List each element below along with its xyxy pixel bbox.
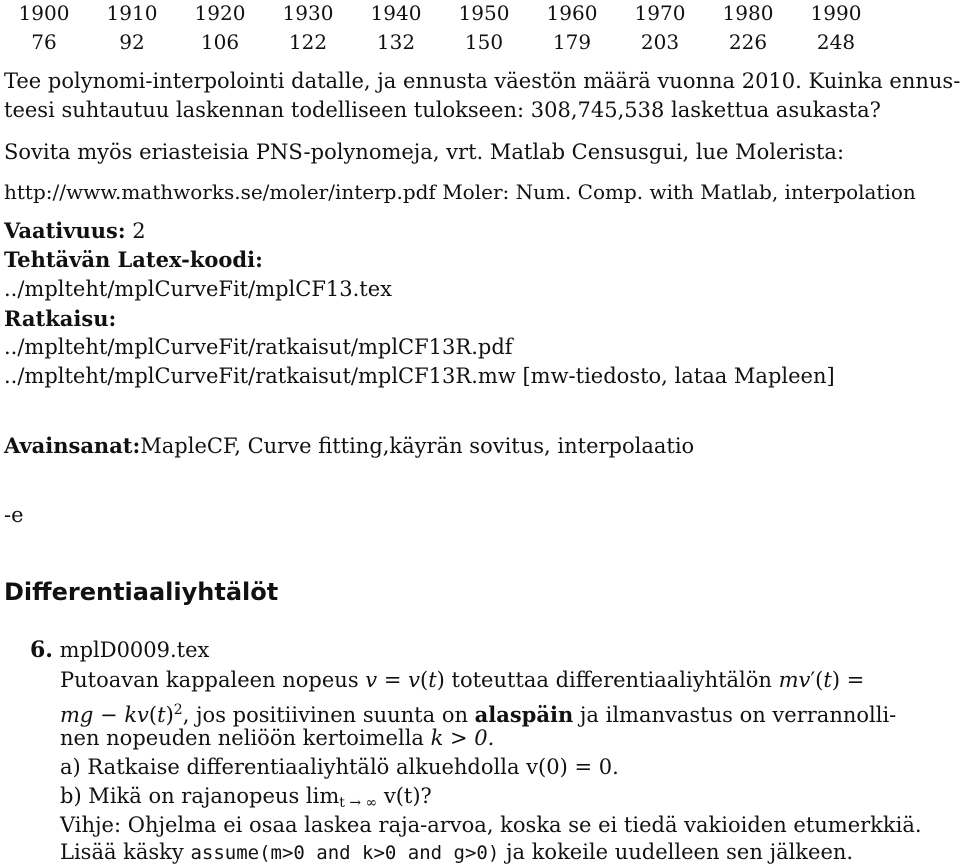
exercise-text: b) Mikä on rajanopeus lim bbox=[60, 784, 340, 808]
exercise-text: toteuttaa differentiaaliyhtälön bbox=[444, 668, 779, 692]
math-mv-prime: mv bbox=[778, 668, 811, 692]
exercise-text: Putoavan kappaleen nopeus bbox=[60, 668, 366, 692]
solution-pdf-link[interactable]: ../mplteht/mplCurveFit/ratkaisut/mplCF13R.pdf bbox=[4, 335, 513, 359]
exercise-line-3 bbox=[60, 724, 940, 753]
exercise-text: nen nopeuden neliöön kertoimella bbox=[60, 726, 431, 750]
exercise-text: Lisää käsky bbox=[60, 840, 191, 864]
keywords-label: Avainsanat: bbox=[4, 433, 141, 458]
reference-link[interactable]: http://www.mathworks.se/moler/interp.pdf Moler: Num. Comp. with Matlab, interpolation bbox=[4, 180, 916, 204]
math-mg: mg bbox=[60, 703, 94, 727]
exercise-file[interactable]: mplD0009.tex bbox=[59, 638, 210, 662]
math-initial-condition: v(0) = 0. bbox=[526, 755, 619, 779]
population-cell: 106 bbox=[200, 30, 240, 54]
year-cell: 1950 bbox=[458, 1, 510, 25]
difficulty-label: Vaativuus: bbox=[4, 218, 126, 243]
keywords-value: MapleCF, Curve fitting,käyrän sovitus, interpolaatio bbox=[140, 434, 695, 458]
solution-mw-link[interactable]: ../mplteht/mplCurveFit/ratkaisut/mplCF13R.mw bbox=[4, 364, 516, 388]
exercise-text: , jos positiivinen suunta on bbox=[182, 703, 475, 727]
math-limit: v(t)? bbox=[377, 784, 432, 808]
table-row-years bbox=[0, 0, 880, 28]
task-text-line: Tee polynomi-interpolointi datalle, ja ennusta väestön määrä vuonna 2010. Kuinka ennus- bbox=[4, 69, 960, 93]
difficulty-row bbox=[4, 216, 146, 246]
population-cell: 76 bbox=[31, 30, 57, 54]
year-cell: 1970 bbox=[634, 1, 686, 25]
population-cell: 122 bbox=[288, 30, 328, 54]
year-cell: 1920 bbox=[194, 1, 246, 25]
population-cell: 248 bbox=[816, 30, 856, 54]
year-cell: 1910 bbox=[106, 1, 158, 25]
emphasis-text: alaspäin bbox=[474, 702, 574, 727]
latex-code-link[interactable]: ../mplteht/mplCurveFit/mplCF13.tex bbox=[4, 277, 393, 301]
exercise-line-7 bbox=[60, 838, 940, 868]
exercise-text: ja ilmanvastus on verrannolli- bbox=[573, 703, 897, 727]
solution-heading: Ratkaisu: bbox=[4, 306, 117, 331]
table-row-populations bbox=[0, 28, 880, 57]
exercise-number: 6. bbox=[30, 637, 53, 663]
exercise-line-6: Vihje: Ohjelma ei osaa laskea raja-arvoa, koska se ei tiedä vakioiden etumerkkiä. bbox=[60, 813, 922, 837]
solution-mw-note: [mw-tiedosto, lataa Mapleen] bbox=[515, 364, 835, 388]
population-cell: 132 bbox=[376, 30, 416, 54]
difficulty-value: 2 bbox=[125, 219, 146, 243]
exercise-header bbox=[30, 636, 209, 665]
population-cell: 203 bbox=[640, 30, 680, 54]
task-text-line: teesi suhtautuu laskennan todelliseen tulokseen: 308,745,538 laskettua asukasta? bbox=[4, 98, 881, 122]
exercise-line-2: mg − $kv(t)^2$, jos positiivinen suunta on alaspäin ja ilmanvastus on verrannolli- bbox=[60, 702, 897, 727]
task-text-line: Sovita myös eriasteisia PNS-polynomeja, vrt. Matlab Censusgui, lue Molerista: bbox=[4, 140, 845, 164]
population-table bbox=[0, 0, 880, 57]
code-snippet: assume(m>0 and k>0 and g>0) bbox=[190, 842, 500, 864]
limit-subscript: t → ∞ bbox=[339, 795, 378, 811]
latex-code-heading: Tehtävän Latex-koodi: bbox=[4, 247, 263, 272]
exercise-text: a) Ratkaise differentiaaliyhtälö alkuehdolla bbox=[60, 755, 527, 779]
year-cell: 1990 bbox=[810, 1, 862, 25]
math-condition: k > 0. bbox=[430, 726, 495, 750]
exercise-line-1: Putoavan kappaleen nopeus v = v(t) toteuttaa differentiaaliyhtälön mv′(t) = bbox=[60, 668, 865, 692]
math-v: v bbox=[365, 668, 378, 692]
year-cell: 1930 bbox=[282, 1, 334, 25]
stray-text: -e bbox=[4, 503, 24, 527]
population-cell: 92 bbox=[119, 30, 145, 54]
section-title: Differentiaaliyhtälöt bbox=[4, 578, 279, 606]
year-cell: 1940 bbox=[370, 1, 422, 25]
keywords-row bbox=[4, 431, 694, 461]
population-cell: 179 bbox=[552, 30, 592, 54]
population-cell: 226 bbox=[728, 30, 768, 54]
year-cell: 1900 bbox=[18, 1, 70, 25]
year-cell: 1980 bbox=[722, 1, 774, 25]
exercise-line-4 bbox=[60, 753, 940, 782]
solution-mw-row bbox=[4, 362, 835, 391]
year-cell: 1960 bbox=[546, 1, 598, 25]
population-cell: 150 bbox=[464, 30, 504, 54]
exercise-text: ja kokeile uudelleen sen jälkeen. bbox=[499, 840, 854, 864]
